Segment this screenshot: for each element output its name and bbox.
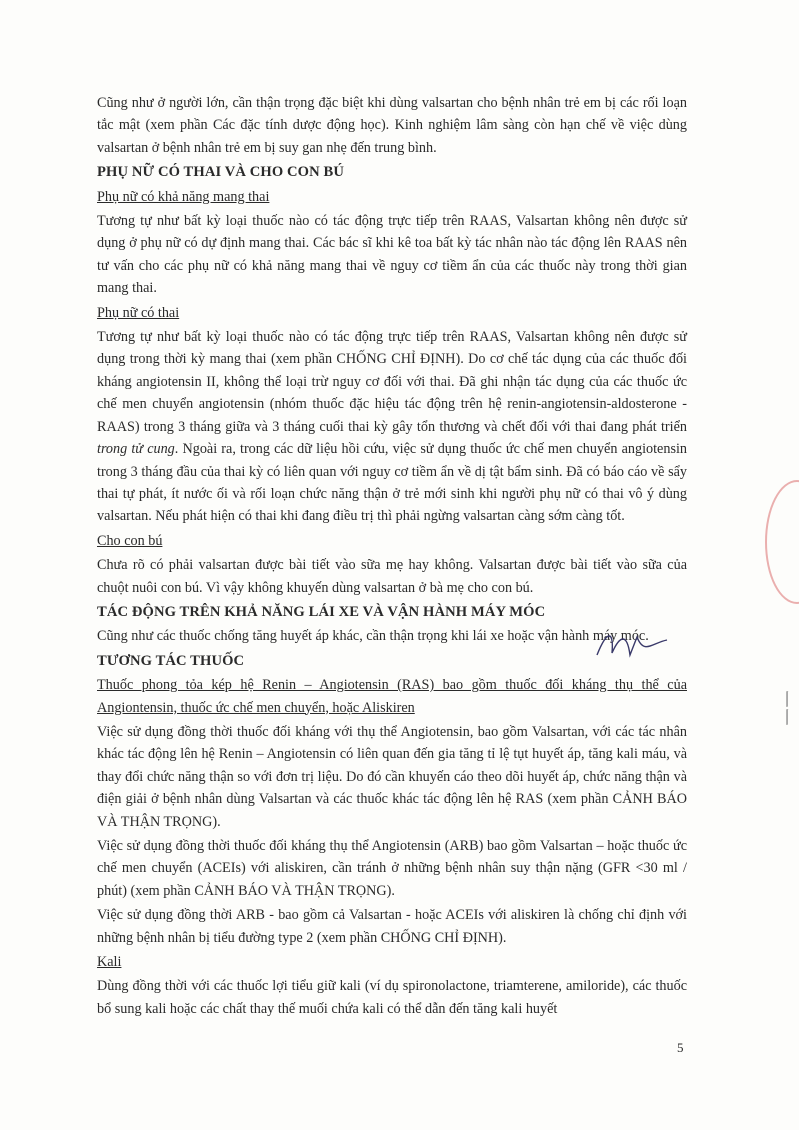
paragraph-ras-2: Việc sử dụng đồng thời thuốc đối kháng thụ thể Angiotensin (ARB) bao gồm Valsartan – hoặc thuốc ức chế men chuyển (ACEIs) với aliskiren, cần tránh ở những bệnh nhân suy thận nặng (GFR <30 ml / phút) (xem phần CẢNH BÁO VÀ THẬN TRỌNG). (97, 838, 687, 899)
paragraph-pregnant-part-a: Tương tự như bất kỳ loại thuốc nào có tác động trực tiếp trên RAAS, Valsartan không nên được sử dụng trong thời kỳ mang thai (xem phần CHỐNG CHỈ ĐỊNH). Do cơ chế tác dụng của các thuốc đối kháng angiotensin II, không thể loại trừ nguy cơ đối với thai. Đã ghi nhận tác dụng của các thuốc ức chế men chuyển angiotensin (nhóm thuốc đặc hiệu tác động trên hệ renin-angiotensin-aldosterone - RAAS) trong 3 tháng giữa và 3 tháng cuối thai kỳ gây tổn thương và chết đối với thai đang phát triển (97, 329, 687, 435)
paragraph-driving: Cũng như các thuốc chống tăng huyết áp khác, cần thận trọng khi lái xe hoặc vận hành máy móc. (97, 628, 649, 645)
edge-marking: 〡〡 (775, 690, 796, 726)
heading-pregnancy-lactation: PHỤ NỮ CÓ THAI VÀ CHO CON BÚ (97, 164, 344, 181)
heading-drug-interactions: TƯƠNG TÁC THUỐC (97, 652, 245, 669)
subheading-breastfeeding: Cho con bú (97, 532, 163, 549)
paragraph-pregnant-part-b: . Ngoài ra, trong các dữ liệu hồi cứu, việc sử dụng thuốc ức chế men chuyển angiotensin trong 3 tháng đầu của thai kỳ có liên quan với nguy cơ tiềm ẩn về dị tật bẩm sinh. Đã có báo cáo về sẩy thai tự phát, ít nước ối và rối loạn chức năng thận ở trẻ mới sinh khi người phụ nữ có thai vô ý dùng valsartan. Nếu phát hiện có thai khi đang điều trị thì phải ngừng valsartan càng sớm càng tốt. (97, 441, 687, 525)
paragraph-pediatric-hepatic: Cũng như ở người lớn, cần thận trọng đặc biệt khi dùng valsartan cho bệnh nhân trẻ em bị các rối loạn tắc mật (xem phần Các đặc tính dược động học). Kinh nghiệm lâm sàng còn hạn chế về việc dùng valsartan ở bệnh nhân trẻ em bị suy gan nhẹ đến trung bình. (97, 95, 687, 156)
handwritten-signature (592, 625, 672, 665)
page-number: 5 (677, 1040, 684, 1055)
document-body (97, 92, 687, 1022)
italic-in-utero: trong tử cung (97, 441, 175, 458)
subheading-ras-blockade: Thuốc phong tỏa kép hệ Renin – Angiotensin (RAS) bao gồm thuốc đối kháng thụ thể của Angiontensin, thuốc ức chế men chuyển, hoặc Aliskiren (97, 677, 687, 716)
paragraph-pregnant (97, 326, 687, 528)
paragraph-ras-3: Việc sử dụng đồng thời ARB - bao gồm cả Valsartan - hoặc ACEIs với aliskiren là chống chỉ định với những bệnh nhân bị tiểu đường type 2 (xem phần CHỐNG CHỈ ĐỊNH). (97, 907, 687, 946)
paragraph-childbearing: Tương tự như bất kỳ loại thuốc nào có tác động trực tiếp trên RAAS, Valsartan không nên được sử dụng ở phụ nữ có dự định mang thai. Các bác sĩ khi kê toa bất kỳ tác nhân nào tác động lên RAAS nên tư vấn cho các phụ nữ có khả năng mang thai về nguy cơ tiềm ẩn của các thuốc này trong thời gian mang thai. (97, 213, 687, 297)
heading-driving: TÁC ĐỘNG TRÊN KHẢ NĂNG LÁI XE VÀ VẬN HÀNH MÁY MÓC (97, 603, 546, 620)
subheading-potassium: Kali (97, 954, 122, 971)
paragraph-potassium: Dùng đồng thời với các thuốc lợi tiểu giữ kali (ví dụ spironolactone, triamterene, amiloride), các thuốc bổ sung kali hoặc các chất thay thế muối chứa kali có thể dẫn đến tăng kali huyết (97, 978, 687, 1017)
subheading-childbearing: Phụ nữ có khả năng mang thai (97, 188, 270, 205)
paragraph-breastfeeding: Chưa rõ có phải valsartan được bài tiết vào sữa mẹ hay không. Valsartan được bài tiết vào sữa của chuột nuôi con bú. Vì vậy không khuyến dùng valsartan ở bà mẹ cho con bú. (97, 557, 687, 596)
red-stamp-partial (765, 480, 799, 604)
paragraph-ras-1: Việc sử dụng đồng thời thuốc đối kháng với thụ thể Angiotensin, bao gồm Valsartan, với các tác nhân khác tác động lên hệ Renin – Angiotensin có liên quan đến gia tăng tỉ lệ tụt huyết áp, tăng kali máu, và thay đổi chức năng thận so với đơn trị liệu. Do đó cần khuyến cáo theo dõi huyết áp, chức năng thận và điện giải ở bệnh nhân dùng Valsartan và các thuốc khác tác động lên hệ RAS (xem phần CẢNH BÁO VÀ THẬN TRỌNG). (97, 723, 687, 830)
subheading-pregnant: Phụ nữ có thai (97, 304, 180, 321)
